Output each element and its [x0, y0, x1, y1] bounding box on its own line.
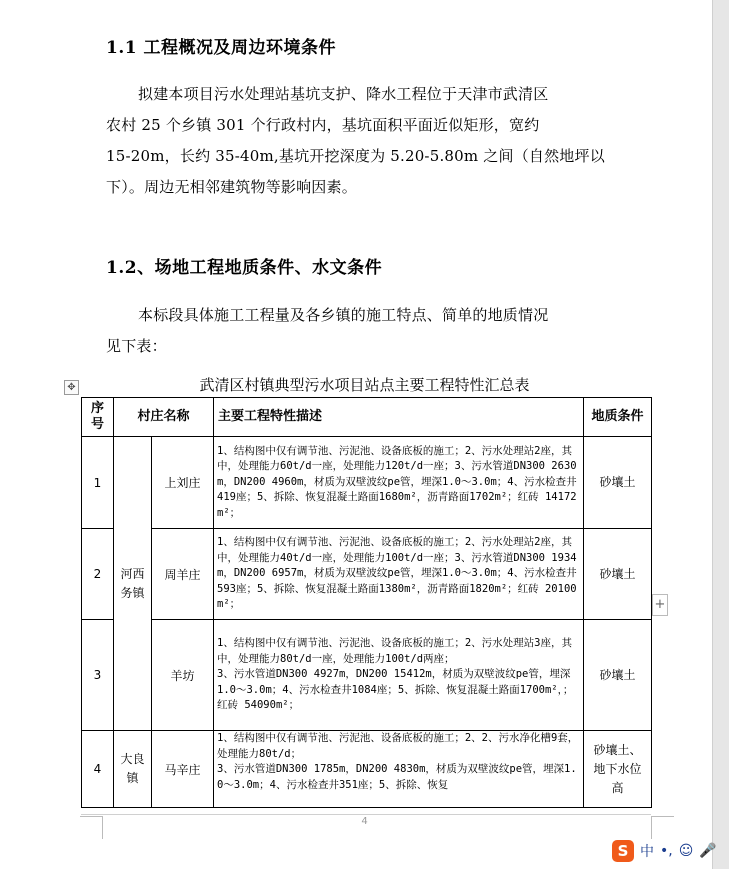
cell-village: 上刘庄 — [152, 437, 214, 529]
cell-desc — [214, 620, 584, 731]
cell-town: 河西务镇 — [114, 437, 152, 731]
cell-village: 周羊庄 — [152, 529, 214, 620]
cell-desc: 1、结构图中仅有调节池、污泥池、设备底板的施工；2、污水处理站2座，其中，处理能力40t/d一座，处理能力100t/d一座；3、污水管道DN300 1934m，DN200 6957m，材质为双壁波纹pe管，埋深1.0～3.0m；4、污水检查井593座；5、拆除、恢复混凝土路面1380m²，沥青路面1820m²；红砖 20100m²； — [214, 529, 584, 620]
header-no: 序号 — [82, 398, 114, 437]
para-line: 农村 25 个乡镇 301 个行政村内，基坑面积平面近似矩形，宽约 — [106, 116, 540, 134]
ime-toolbar — [612, 838, 717, 864]
ime-logo-icon[interactable]: S — [612, 840, 634, 862]
desc-part: 3、污水管道DN300 1785m，DN200 4830m，材质为双壁波纹pe管，埋深1.0～3.0m；4、污水检查井351座；5、拆除、恢复 — [217, 763, 577, 791]
cell-geology: 砂壤土、地下水位高 — [584, 731, 652, 808]
page-bottom-edge — [81, 814, 651, 815]
cell-no: 2 — [82, 529, 114, 620]
table-row — [82, 529, 652, 620]
ime-emoji-icon[interactable]: ☺ — [678, 843, 694, 859]
para-line: 拟建本项目污水处理站基坑支护、降水工程位于天津市武清区 — [138, 85, 549, 103]
section-heading-2: 1.2、场地工程地质条件、水文条件 — [106, 258, 383, 278]
cell-no: 3 — [82, 620, 114, 731]
para-line: 15-20m，长约 35-40m,基坑开挖深度为 5.20-5.80m 之间（自然地坪以 — [106, 147, 605, 165]
table-row — [82, 437, 652, 529]
cell-geology: 砂壤土 — [584, 529, 652, 620]
ime-punctuation-toggle[interactable]: •, — [660, 843, 673, 859]
add-column-handle-icon[interactable]: + — [652, 594, 668, 616]
cell-village: 马辛庄 — [152, 731, 214, 808]
para-line: 见下表： — [106, 337, 167, 355]
table-row — [82, 731, 652, 808]
header-village: 村庄名称 — [114, 398, 214, 437]
cell-geology: 砂壤土 — [584, 437, 652, 529]
cell-desc: 1、结构图中仅有调节池、污泥池、设备底板的施工；2、污水处理站2座，其中，处理能力60t/d一座，处理能力120t/d一座；3、污水管道DN300 2630m，DN200 4960m，材质为双壁波纹pe管，埋深1.0～3.0m；4、污水检查井419座；5、拆除、恢复混凝土路面1680m²，沥青路面1702m²；红砖 14172m²； — [214, 437, 584, 529]
cell-village: 羊坊 — [152, 620, 214, 731]
desc-part: 1、结构图中仅有调节池、污泥池、设备底板的施工；2、2、污水净化槽9套，处理能力80t/d； — [217, 732, 579, 760]
section-heading-1: 1.1 工程概况及周边环境条件 — [106, 38, 336, 58]
ime-mode-toggle[interactable]: 中 — [640, 844, 654, 860]
para-line: 本标段具体施工工程量及各乡镇的施工特点、简单的地质情况 — [138, 306, 549, 324]
table-row — [82, 620, 652, 731]
engineering-spec-table — [81, 397, 652, 808]
para-line: 下）。周边无相邻建筑物等影响因素。 — [106, 178, 357, 196]
cell-no: 1 — [82, 437, 114, 529]
table-caption: 武清区村镇典型污水项目站点主要工程特性汇总表 — [199, 376, 530, 394]
ime-mic-icon[interactable]: 🎤 — [699, 843, 717, 859]
table-move-handle-icon[interactable]: ✥ — [64, 380, 79, 395]
desc-part: 1、结构图中仅有调节池、污泥池、设备底板的施工；2、污水处理站3座，其中，处理能力80t/d一座，处理能力100t/d两座； — [217, 637, 572, 665]
table-header-row — [82, 398, 652, 437]
desc-part: 3、污水管道DN300 4927m，DN200 15412m，材质为双壁波纹pe管，埋深1.0～3.0m；4、污水检查井1084座；5、拆除、恢复混凝土路面1700m²，；红砖 54090m²； — [217, 668, 574, 712]
cell-geology: 砂壤土 — [584, 620, 652, 731]
section1-paragraph — [106, 79, 606, 203]
section2-paragraph — [106, 300, 606, 362]
window-right-edge — [712, 0, 729, 869]
cell-desc — [214, 731, 584, 808]
header-desc: 主要工程特性描述 — [214, 398, 584, 437]
header-geology: 地质条件 — [584, 398, 652, 437]
cell-town: 大良镇 — [114, 731, 152, 808]
page-number: 4 — [361, 816, 368, 827]
cell-no: 4 — [82, 731, 114, 808]
